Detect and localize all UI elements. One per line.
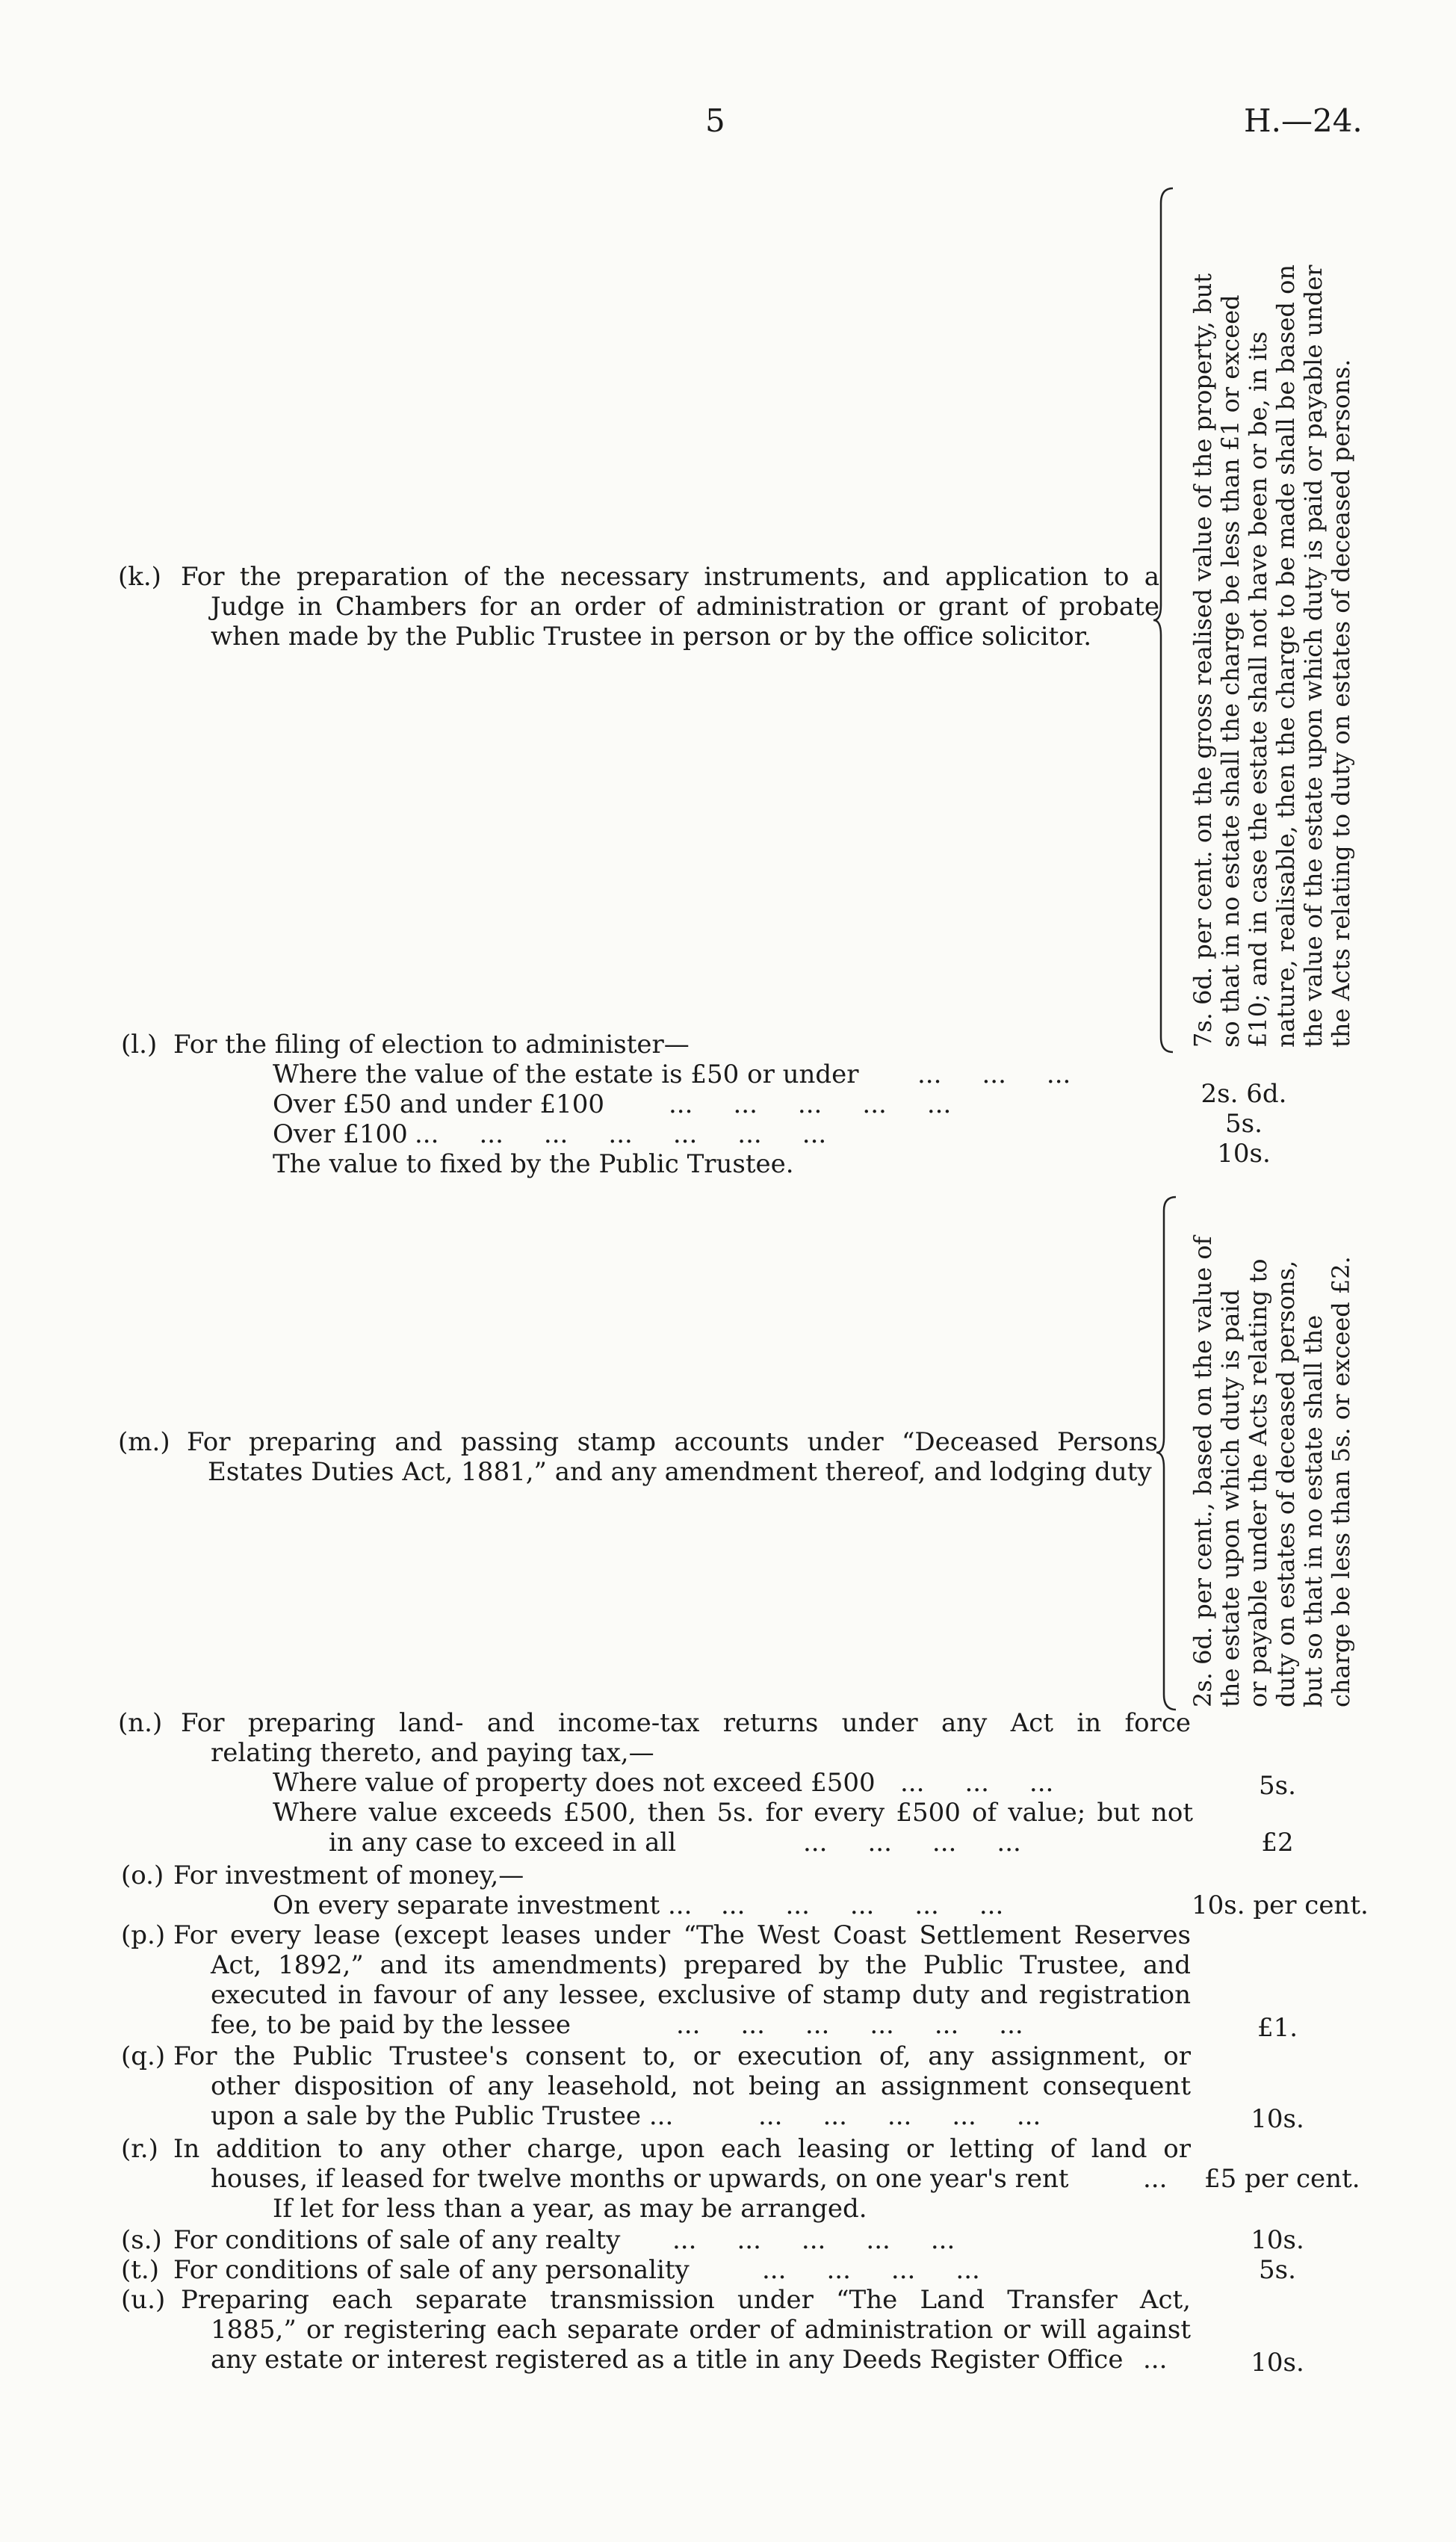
fee-line: nature, realisable, then the charge to be made shall be based on	[1271, 265, 1300, 1048]
item-text-line: For investment of money,—	[173, 1861, 524, 1890]
leader-dots: ...	[1143, 2164, 1168, 2194]
leader-dots: ... ... ... ... ...	[672, 2225, 955, 2255]
fee-row-label: For conditions of sale of any realty	[173, 2225, 621, 2255]
leader-dots: ... ... ... ... ...	[669, 1089, 952, 1119]
item-text-line: executed in favour of any lessee, exclusive of stamp duty and registration	[211, 1980, 1191, 2010]
page-number: 5	[705, 102, 725, 139]
item-letter: (k.)	[118, 562, 161, 592]
fee-amount: 10s.	[1251, 2348, 1304, 2378]
leader-dots: ... ... ... ... ... ...	[676, 2010, 1023, 2040]
item-letter: (s.)	[121, 2225, 162, 2255]
item-letter: (q.)	[121, 2041, 166, 2071]
fee-line: duty on estates of deceased persons,	[1271, 1260, 1300, 1707]
item-text-line: Judge in Chambers for an order of administration or grant of probate	[211, 592, 1159, 622]
fee-brace	[1156, 187, 1179, 1054]
item-text-line: For preparing land- and income-tax returns under any Act in force	[181, 1708, 1191, 1738]
fee-amount: £1.	[1257, 2013, 1298, 2043]
fee-row-label: houses, if leased for twelve months or upwards, on one year's rent	[211, 2164, 1069, 2194]
leader-dots: ... ... ... ... ... ... ...	[415, 1119, 827, 1149]
item-text-line: In addition to any other charge, upon each leasing or letting of land or	[173, 2134, 1191, 2164]
item-text-line: relating thereto, and paying tax,—	[211, 1738, 654, 1768]
item-text-line: Estates Duties Act, 1881,” and any amendment thereof, and lodging duty	[208, 1457, 1152, 1487]
fee-row-label: Over £100	[273, 1119, 408, 1149]
fee-line: so that in no estate shall the charge be less than £1 or exceed	[1216, 294, 1245, 1048]
fee-amount: £2	[1261, 1828, 1294, 1858]
fee-line: the value of the estate upon which duty is paid or payable under	[1299, 265, 1328, 1048]
fee-row-label: Over £50 and under £100	[273, 1089, 604, 1119]
item-text-line: 1885,” or registering each separate order of administration or will against	[211, 2315, 1191, 2345]
fee-row-label: Where the value of the estate is £50 or under	[273, 1060, 859, 1089]
fee-amount: 5s.	[1225, 1109, 1263, 1139]
item-text-line: For the Public Trustee's consent to, or execution of, any assignment, or	[173, 2041, 1191, 2071]
leader-dots: ... ... ...	[917, 1060, 1071, 1089]
fee-k-rotated	[1189, 265, 1355, 1048]
item-note: The value to fixed by the Public Trustee.	[273, 1149, 794, 1179]
fee-line: the estate upon which duty is paid	[1216, 1289, 1245, 1707]
item-text-line: For the filing of election to administer—	[173, 1030, 690, 1060]
item-text-line: Act, 1892,” and its amendments) prepared by the Public Trustee, and	[211, 1950, 1191, 1980]
item-text-line: For every lease (except leases under “The West Coast Settlement Reserves	[173, 1920, 1191, 1950]
item-text-line: Preparing each separate transmission under “The Land Transfer Act,	[181, 2285, 1191, 2315]
document-reference: H.—24.	[1244, 102, 1363, 139]
fee-line: 7s. 6d. per cent. on the gross realised value of the property, but	[1189, 273, 1217, 1048]
fee-row-label: fee, to be paid by the lessee	[211, 2010, 571, 2040]
leader-dots: ... ... ...	[900, 1768, 1054, 1798]
fee-amount: 5s.	[1259, 2255, 1296, 2285]
item-letter: (o.)	[121, 1861, 164, 1890]
fee-amount: 10s.	[1251, 2104, 1304, 2134]
fee-row-label: For conditions of sale of any personality	[173, 2255, 690, 2285]
item-letter: (t.)	[121, 2255, 159, 2285]
fee-amount: 10s. per cent.	[1192, 1890, 1369, 1920]
leader-dots: ... ... ... ... ...	[721, 1890, 1004, 1920]
item-letter: (m.)	[118, 1427, 170, 1457]
fee-amount: 10s.	[1251, 2225, 1304, 2255]
fee-line: 2s. 6d. per cent., based on the value of	[1189, 1236, 1217, 1707]
fee-amount: 2s. 6d.	[1201, 1079, 1287, 1109]
fee-brace	[1159, 1196, 1182, 1711]
fee-line: the Acts relating to duty on estates of deceased persons.	[1327, 359, 1355, 1048]
leader-dots: ...	[1143, 2345, 1168, 2375]
fee-m-rotated	[1189, 1237, 1355, 1707]
fee-line: charge be less than 5s. or exceed £2.	[1327, 1256, 1355, 1707]
fee-amount: 10s.	[1217, 1139, 1271, 1169]
item-letter: (u.)	[121, 2285, 166, 2315]
fee-amount: £5 per cent.	[1204, 2164, 1360, 2194]
item-note: If let for less than a year, as may be arranged.	[273, 2194, 867, 2224]
item-text-line: For the preparation of the necessary instruments, and application to a	[181, 562, 1159, 592]
item-text-line: Where value exceeds £500, then 5s. for every £500 of value; but not	[273, 1798, 1193, 1828]
fee-row-label: Where value of property does not exceed £500	[273, 1768, 876, 1798]
item-letter: (p.)	[121, 1920, 166, 1950]
fee-row-label: upon a sale by the Public Trustee ...	[211, 2101, 674, 2131]
fee-line: £10; and in case the estate shall not have been or be, in its	[1244, 331, 1272, 1048]
fee-line: or payable under the Acts relating to	[1244, 1258, 1272, 1707]
item-letter: (n.)	[118, 1708, 163, 1738]
leader-dots: ... ... ... ... ...	[758, 2101, 1041, 2131]
item-text-line: other disposition of any leasehold, not being an assignment consequent	[211, 2071, 1191, 2101]
fee-row-label: in any case to exceed in all	[329, 1828, 677, 1858]
item-letter: (r.)	[121, 2134, 158, 2164]
leader-dots: ... ... ... ...	[803, 1828, 1021, 1858]
item-letter: (l.)	[121, 1030, 158, 1060]
item-text-line: For preparing and passing stamp accounts under “Deceased Persons	[187, 1427, 1158, 1457]
fee-row-label: On every separate investment ...	[273, 1890, 693, 1920]
item-text-line: when made by the Public Trustee in person or by the office solicitor.	[211, 622, 1092, 652]
leader-dots: ... ... ... ...	[762, 2255, 980, 2285]
fee-row-label: any estate or interest registered as a title in any Deeds Register Office	[211, 2345, 1124, 2375]
fee-amount: 5s.	[1259, 1771, 1296, 1801]
fee-line: but so that in no estate shall the	[1299, 1314, 1328, 1707]
